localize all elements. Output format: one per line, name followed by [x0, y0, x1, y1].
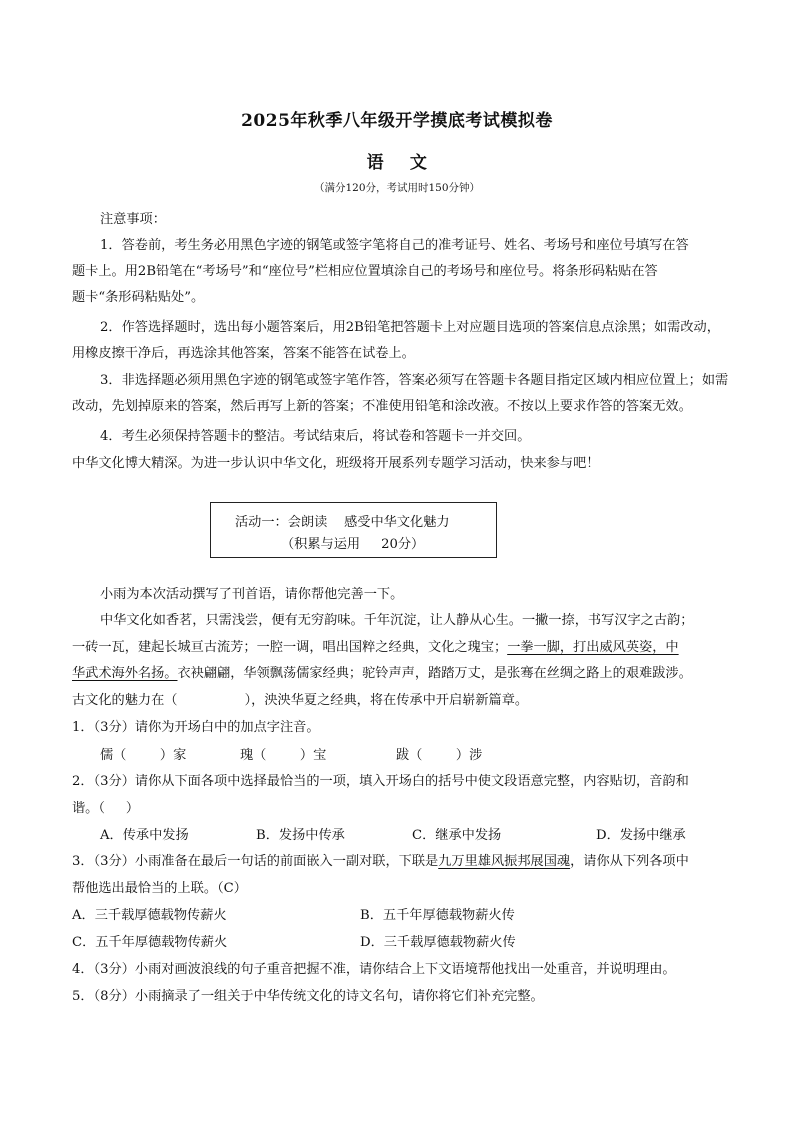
- instruction-1-line1: 1．答卷前，考生务必用黑色字迹的钢笔或签字笔将自己的准考证号、姓名、考场号和座位号填写在答: [100, 238, 689, 253]
- question-2-stem-line1: 2．（3分）请你从下面各项中选择最恰当的一项，填入开场白的括号中使文段语意完整，内容贴切，音韵和: [72, 774, 689, 789]
- passage-line3: [72, 662, 692, 681]
- question-2-stem-line2: 谐。（ ）: [72, 801, 140, 816]
- question-5-stem: 5．（8分）小雨摘录了一组关于中华传统文化的诗文名句，请你将它们补充完整。: [72, 989, 544, 1004]
- exam-title: 2025年秋季八年级开学摸底考试模拟卷: [241, 111, 553, 131]
- instruction-2-line1: 2．作答选择题时，选出每小题答案后，用2B铅笔把答题卡上对应题目选项的答案信息点涂黑；如需改动，: [100, 320, 720, 335]
- q2-option-c: C．继承中发扬: [412, 828, 502, 843]
- q3-stem-part1: 3．（3分）小雨准备在最后一句话的前面嵌入一副对联，下联是: [72, 854, 439, 869]
- q2-option-a: A．传承中发扬: [100, 828, 189, 843]
- subject-title: 语 文: [366, 153, 428, 173]
- exam-note: （满分120分，考试用时150分钟）: [313, 182, 481, 194]
- q2-option-b: B．发扬中传承: [256, 828, 345, 843]
- passage-line1: 中华文化如香茗，只需浅尝，便有无穷韵味。千年沉淀，让人静从心生。一撇一捺，书写汉字之古韵；: [100, 613, 694, 628]
- q3-option-d: D．三千载厚德载物薪火传: [360, 935, 516, 950]
- instruction-1-line3: 题卡“条形码粘贴处”。: [72, 290, 205, 305]
- passage-lead: 小雨为本次活动撰写了刊首语，请你帮他完善一下。: [100, 587, 404, 602]
- passage-line2-text: 一砖一瓦，建起长城亘古流芳；一腔一调，唱出国粹之经典，文化之瑰宝；: [72, 640, 508, 655]
- question-1-stem: 1．（3分）请你为开场白中的加点字注音。: [72, 720, 320, 735]
- q1-item-gui: 瑰（ ）宝: [240, 748, 327, 763]
- instruction-3-line1: 3．非选择题必须用黑色字迹的钢笔或签字笔作答，答案必须写在答题卡各题目指定区域内相应位置上；如需: [100, 373, 729, 388]
- intro-text: 中华文化博大精深。为进一步认识中华文化，班级将开展系列专题学习活动，快来参与吧！: [72, 456, 600, 471]
- instruction-2-line2: 用橡皮擦干净后，再选涂其他答案，答案不能答在试卷上。: [72, 346, 415, 361]
- passage-line4: 古文化的魅力在（ ），泱泱华夏之经典，将在传承中开启崭新篇章。: [72, 693, 529, 708]
- q3-option-c: C．五千年厚德载物传薪火: [72, 935, 228, 950]
- q2-option-d: D．发扬中继承: [596, 828, 686, 843]
- wavy-sentence-part2: 华武术海外名扬。: [72, 666, 178, 681]
- passage-line3-text: 衣袂翩翩，华领飘荡儒家经典；驼铃声声，踏踏万丈，是张骞在丝绸之路上的艰难跋涉。: [177, 666, 692, 681]
- q3-stem-part2: ，请你从下列各项中: [570, 854, 689, 869]
- q3-option-a: A．三千载厚德载物传薪火: [72, 908, 227, 923]
- instruction-4: 4．考生必须保持答题卡的整洁。考试结束后，将试卷和答题卡一并交回。: [100, 429, 531, 444]
- wavy-sentence-part1: 一拳一脚，打出威风英姿，中: [507, 640, 679, 655]
- q3-couplet: 九万里雄风振邦展国魂: [438, 854, 571, 869]
- q1-item-ba: 跋（ ）涉: [396, 748, 483, 763]
- question-3-stem-line1: [72, 850, 689, 869]
- instructions-heading: 注意事项：: [100, 212, 166, 227]
- activity-score: （积累与运用 20分）: [281, 537, 425, 552]
- q3-option-b: B．五千年厚德载物薪火传: [360, 908, 515, 923]
- instruction-1-line2: 题卡上。用2B铅笔在“考场号”和“座位号”栏相应位置填涂自己的考场号和座位号。将条形码粘贴在答: [72, 264, 658, 279]
- question-3-stem-line2: 帮他选出最恰当的上联。（C）: [72, 881, 247, 896]
- q1-item-ru: 儒（ ）家: [100, 748, 187, 763]
- question-4-stem: 4．（3分）小雨对画波浪线的句子重音把握不准，请你结合上下文语境帮他找出一处重音，并说明理由。: [72, 962, 676, 977]
- activity-box: [210, 502, 497, 558]
- activity-title: 活动一：会朗读 感受中华文化魅力: [235, 515, 450, 530]
- instruction-3-line2: 改动，先划掉原来的答案，然后再写上新的答案；不准使用铅笔和涂改液。不按以上要求作答的答案无效。: [72, 399, 692, 414]
- passage-line2: [72, 636, 679, 655]
